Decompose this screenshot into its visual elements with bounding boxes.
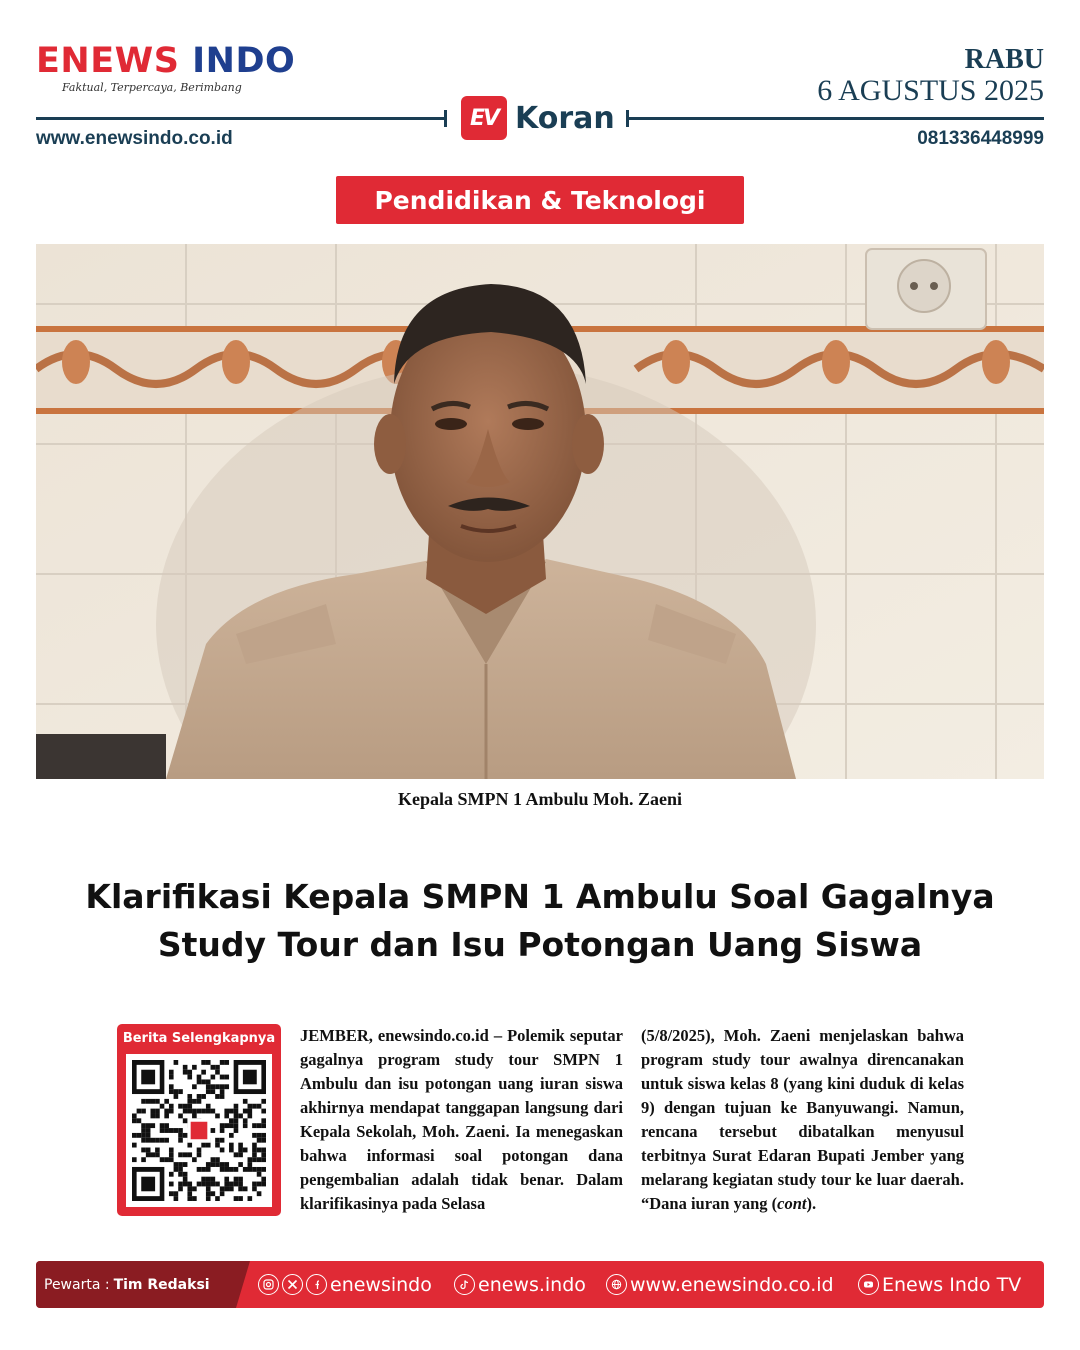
issue-date (817, 46, 1044, 106)
article-column-2-end: ). (806, 1194, 817, 1213)
tiktok-handle[interactable]: enews.indo (478, 1273, 586, 1296)
header-website-link[interactable]: www.enewsindo.co.id (36, 128, 233, 149)
pewarta-name: Tim Redaksi (113, 1276, 210, 1293)
header-rule-cap-left (444, 110, 447, 127)
photo-caption: Kepala SMPN 1 Ambulu Moh. Zaeni (397, 789, 683, 809)
header-phone: 081336448999 (917, 128, 1044, 149)
qr-code-icon[interactable] (126, 1054, 272, 1207)
brand-tagline: Faktual, Terpercaya, Berimbang (62, 81, 242, 94)
article-column-2 (641, 1024, 964, 1216)
qr-code-graphic (132, 1060, 266, 1201)
category-badge: Pendidikan & Teknologi (336, 176, 744, 224)
brand-name-part1: ENEWS (36, 41, 180, 81)
headline-line-2: Study Tour dan Isu Potongan Uang Siswa (157, 925, 923, 964)
website-link[interactable] (606, 1261, 834, 1308)
ev-logo-icon: EV (461, 96, 507, 140)
issue-day: RABU (964, 44, 1044, 75)
youtube-channel[interactable]: Enews Indo TV (882, 1273, 1022, 1296)
globe-icon[interactable] (606, 1274, 627, 1295)
article-headline (40, 873, 1040, 969)
footer-bar (36, 1261, 1044, 1308)
youtube-icon[interactable] (858, 1274, 879, 1295)
article-column-2-text: (5/8/2025), Moh. Zaeni menjelaskan bahwa program study tour awalnya direncanakan untuk siswa kelas 8 (yang kini duduk di kelas 9) dengan tujuan ke Banyuwangi. Namun, rencana tersebut dibatalkan menyusul terbitnya Surat Edaran Bupati Jember yang melarang kegiatan study tour ke luar daerah. “Dana iuran yang ( (641, 1026, 964, 1213)
youtube-link[interactable] (858, 1261, 1021, 1308)
header-rule-right (628, 117, 1044, 120)
brand-name (36, 41, 296, 81)
headline-line-1: Klarifikasi Kepala SMPN 1 Ambulu Soal Gagalnya (85, 877, 995, 916)
social-handle[interactable]: enewsindo (330, 1273, 432, 1296)
article-column-1: JEMBER, enewsindo.co.id – Polemik seputar gagalnya program study tour SMPN 1 Ambulu dan isu potongan uang iuran siswa akhirnya mendapat tanggapan langsung dari Kepala Sekolah, Moh. Zaeni. Ia menegaskan bahwa informasi soal potongan dana pengembalian adalah tidak benar. Dalam klarifikasinya pada Selasa (300, 1026, 623, 1213)
x-twitter-icon[interactable] (282, 1274, 303, 1295)
social-handle-group[interactable] (258, 1261, 432, 1308)
qr-label: Berita Selengkapnya (122, 1031, 276, 1046)
article-cont-marker: cont (777, 1194, 807, 1213)
koran-label: Koran (515, 100, 615, 136)
article-photo (36, 244, 1044, 779)
koran-mark (461, 96, 615, 140)
brand-name-part2: INDO (192, 41, 296, 81)
pewarta-label: Pewarta : (44, 1276, 110, 1293)
issue-full-date: 6 AGUSTUS 2025 (817, 74, 1044, 107)
brand-logo (36, 41, 296, 94)
photo-illustration (36, 244, 1044, 779)
qr-card[interactable] (117, 1024, 281, 1216)
tiktok-icon[interactable] (454, 1274, 475, 1295)
pewarta-tip (236, 1261, 250, 1308)
header-rule-cap-right (626, 110, 629, 127)
instagram-icon[interactable] (258, 1274, 279, 1295)
tiktok-link[interactable] (454, 1261, 586, 1308)
pewarta-credit (36, 1261, 236, 1308)
header-rule-left (36, 117, 446, 120)
facebook-icon[interactable] (306, 1274, 327, 1295)
footer-website[interactable]: www.enewsindo.co.id (630, 1273, 834, 1296)
